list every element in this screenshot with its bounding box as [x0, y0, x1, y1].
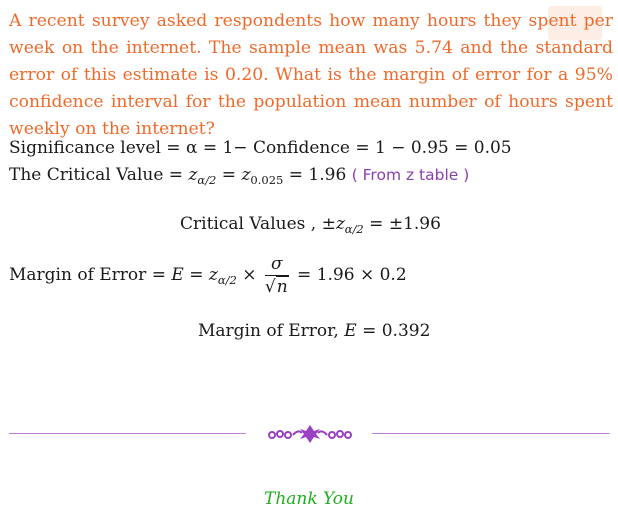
z-subscript-2: 0.025	[250, 173, 284, 187]
equals-sign: =	[221, 165, 237, 185]
divider-right	[372, 433, 610, 434]
times-sign: ×	[242, 265, 257, 285]
final-result: = 0.392	[362, 321, 431, 341]
margin-label: Margin of Error =	[9, 265, 166, 285]
z-symbol: z	[188, 165, 198, 185]
divider-left	[9, 433, 246, 434]
significance-label: Significance level	[9, 138, 161, 158]
z-symbol-2: z	[241, 165, 251, 185]
question-text: A recent survey asked respondents how many hours they spent per week on the internet. The sample mean was 5.74 and the standard error of this estimate is 0.20. What is the margin of error for a 95% confidence interval for the population mean number of hours spent weekly on the internet?	[9, 11, 613, 139]
sigma-over-root-n	[265, 253, 289, 298]
sqrt-radicand: n	[276, 277, 288, 297]
final-E: E	[344, 321, 357, 341]
z-subscript-3: α/2	[344, 222, 364, 236]
z-table-note: ( From z table )	[351, 166, 470, 184]
fraction-numerator: σ	[265, 253, 289, 276]
final-line	[198, 321, 430, 341]
critical-value-line	[9, 165, 469, 185]
final-label: Margin of Error,	[198, 321, 339, 341]
significance-expression: = α = 1− Confidence = 1 − 0.95 = 0.05	[166, 138, 512, 158]
flourish-icon	[266, 423, 354, 445]
critical-value-result: = 1.96	[288, 165, 347, 185]
margin-formula-line	[9, 253, 407, 298]
z-subscript-4: α/2	[217, 273, 237, 287]
critical-values-line	[180, 214, 441, 234]
z-symbol-4: z	[208, 265, 218, 285]
z-subscript: α/2	[197, 173, 217, 187]
thank-you-text: Thank You	[263, 489, 354, 509]
margin-eq: =	[189, 265, 204, 285]
critical-values-label: Critical Values ,	[180, 214, 317, 234]
z-symbol-3: z	[335, 214, 345, 234]
plus-minus: ±	[321, 214, 336, 234]
sqrt-icon: √	[264, 277, 276, 297]
critical-value-label: The Critical Value =	[9, 165, 184, 185]
margin-E: E	[171, 265, 184, 285]
critical-values-result: = ±1.96	[369, 214, 441, 234]
fraction-denominator	[265, 276, 289, 298]
margin-result: = 1.96 × 0.2	[297, 265, 407, 285]
significance-line	[9, 138, 512, 158]
